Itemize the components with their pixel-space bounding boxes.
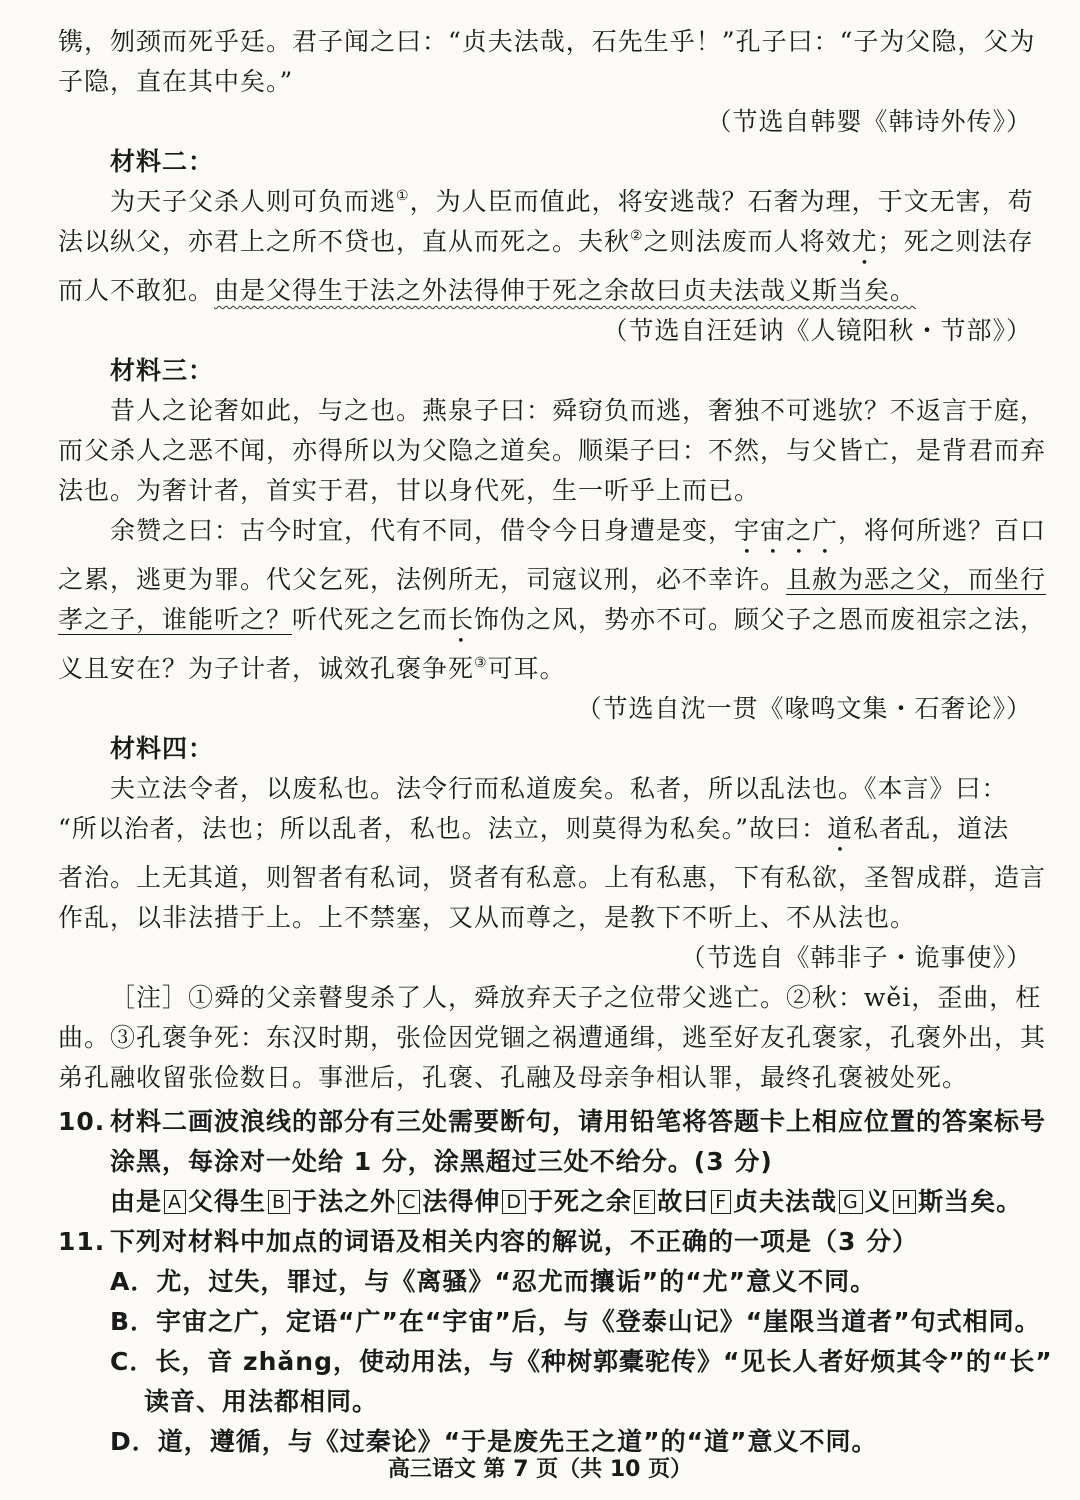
source-citation: （节选自沈一贯《喙鸣文集・石奢论》） [576, 694, 1032, 723]
option-a[interactable]: A．尤，过失，罪过，与《离骚》“忍尤而攘诟”的“尤”意义不同。 [110, 1267, 877, 1296]
option-c-cont: 读音、用法都相同。 [144, 1387, 379, 1416]
wavy-underlined-passage: 由是父得生于法之外法得伸于死之余故曰贞夫法哉义斯当矣。 [214, 276, 917, 305]
text-line: 法以纵父，亦君上之所不贷也，直从而死之。夫秋②之则法废而人将效尤；死之则法存 [58, 227, 1034, 256]
text-line: 之累，逃更为罪。代父乞死，法例所无，司寇议刑，必不幸许。且赦为恶之父，而坐行 [58, 565, 1047, 594]
source-citation: （节选自韩婴《韩诗外传》） [706, 107, 1032, 136]
text-line: 余赞之曰：古今时宜，代有不同，借令今日身遭是变，宇宙之广，将何所逃？百口 [110, 516, 1047, 545]
text-line: 镌，刎颈而死乎廷。君子闻之曰：“贞夫法哉，石先生乎！”孔子曰：“子为父隐，父为 [58, 27, 1036, 56]
answer-box-e[interactable]: E [634, 1190, 655, 1214]
question-10: 10. 材料二画波浪线的部分有三处需要断句，请用铅笔将答题卡上相应位置的答案标号 [58, 1102, 1036, 1142]
footnote-marker: ① [396, 188, 410, 204]
material-3-heading: 材料三： [110, 356, 215, 385]
question-11: 11. 下列对材料中加点的词语及相关内容的解说，不正确的一项是（3 分） [58, 1222, 1036, 1262]
material-2-heading: 材料二： [110, 147, 215, 176]
footnote-marker: ③ [474, 655, 488, 671]
dotted-word: 道 [827, 814, 854, 843]
question-number: 10. [58, 1107, 106, 1136]
answer-box-b[interactable]: B [268, 1190, 290, 1214]
text-line: 为天子父杀人则可负而逃①，为人臣而值此，将安逃哉？石奢为理，于文无害，苟 [110, 187, 1034, 216]
text-line: 义且安在？为子计者，诚效孔褒争死③可耳。 [58, 654, 566, 683]
dotted-word: 宇宙之广 [734, 516, 839, 545]
text-line: “所以治者，法也；所以乱者，私也。法立，则莫得为私矣。”故曰：道私者乱，道法 [58, 814, 1010, 843]
answer-box-d[interactable]: D [502, 1190, 526, 1214]
text-line: 法也。为奢计者，首实于君，甘以身代死，生一听乎上而已。 [58, 476, 761, 505]
answer-box-c[interactable]: C [398, 1190, 420, 1214]
answer-box-g[interactable]: G [839, 1190, 863, 1214]
text-line: 夫立法令者，以废私也。法令行而私道废矣。私者，所以乱法也。《本言》曰： [110, 774, 1008, 803]
footnote-marker: ② [630, 228, 644, 244]
question-number: 11. [58, 1227, 106, 1256]
text-line: 而人不敢犯。由是父得生于法之外法得伸于死之余故曰贞夫法哉义斯当矣。 [58, 276, 917, 305]
notes-line: 曲。③孔褒争死：东汉时期，张俭因党锢之祸遭通缉，逃至好友孔褒家，孔褒外出，其 [58, 1023, 1047, 1052]
source-citation: （节选自汪廷讷《人镜阳秋・节部》） [602, 316, 1032, 345]
underlined-sentence: 且赦为恶之父，而坐行 [786, 565, 1047, 594]
notes-line: 弟孔融收留张俭数日。事泄后，孔褒、孔融及母亲争相认罪，最终孔褒被处死。 [58, 1063, 969, 1092]
answer-box-a[interactable]: A [164, 1190, 186, 1214]
text-line: 者治。上无其道，则智者有私词，贤者有私意。上有私惠，下有私欲，圣智成群，造言 [58, 863, 1047, 892]
text-line: 昔人之论奢如此，与之也。燕泉子曰：舜窃负而逃，奢独不可逃欤？不返言于庭， [110, 396, 1047, 425]
answer-box-f[interactable]: F [711, 1190, 731, 1214]
text-line: 子隐，直在其中矣。” [58, 67, 294, 96]
option-b[interactable]: B．宇宙之广，定语“广”在“宇宙”后，与《登泰山记》“崖限当道者”句式相同。 [110, 1307, 1041, 1336]
text-line: 作乱，以非法措于上。上不禁塞，又从而尊之，是教下不听上、不从法也。 [58, 903, 917, 932]
question-10-cont: 涂黑，每涂对一处给 1 分，涂黑超过三处不给分。(3 分) [110, 1147, 773, 1176]
option-d[interactable]: D．道，遵循，与《过秦论》“于是废先王之道”的“道”意义不同。 [110, 1427, 878, 1456]
answer-box-h[interactable]: H [893, 1190, 916, 1214]
option-c[interactable]: C．长，音 zhǎng，使动用法，与《种树郭橐驼传》“见长人者好烦其令”的“长” [110, 1347, 1053, 1376]
dotted-word: 长 [448, 605, 475, 634]
underlined-sentence: 孝之子，谁能听之？ [58, 605, 293, 634]
text-line: 而父杀人之恶不闻，亦得所以为父隐之道矣。顺渠子曰：不然，与父皆亡，是背君而弃 [58, 436, 1047, 465]
dotted-word: 尤 [851, 227, 878, 256]
source-citation: （节选自《韩非子・诡事使》） [680, 943, 1032, 972]
text-line: 孝之子，谁能听之？听代死之乞而长饰伪之风，势亦不可。顾父子之恩而废祖宗之法， [58, 605, 1047, 634]
answer-options-row: 由是 A 父得生 B 于法之外 C 法得伸 D 于死之余 E 故曰 F 贞夫法哉 G 义 H 斯当矣。 [110, 1187, 1023, 1216]
page-footer: 高三语文 第 7 页（共 10 页） [387, 1457, 693, 1482]
material-4-heading: 材料四： [110, 734, 215, 763]
notes-line: ［注］①舜的父亲瞽叟杀了人，舜放弃天子之位带父逃亡。②秋：wěi，歪曲，枉 [110, 983, 1042, 1012]
